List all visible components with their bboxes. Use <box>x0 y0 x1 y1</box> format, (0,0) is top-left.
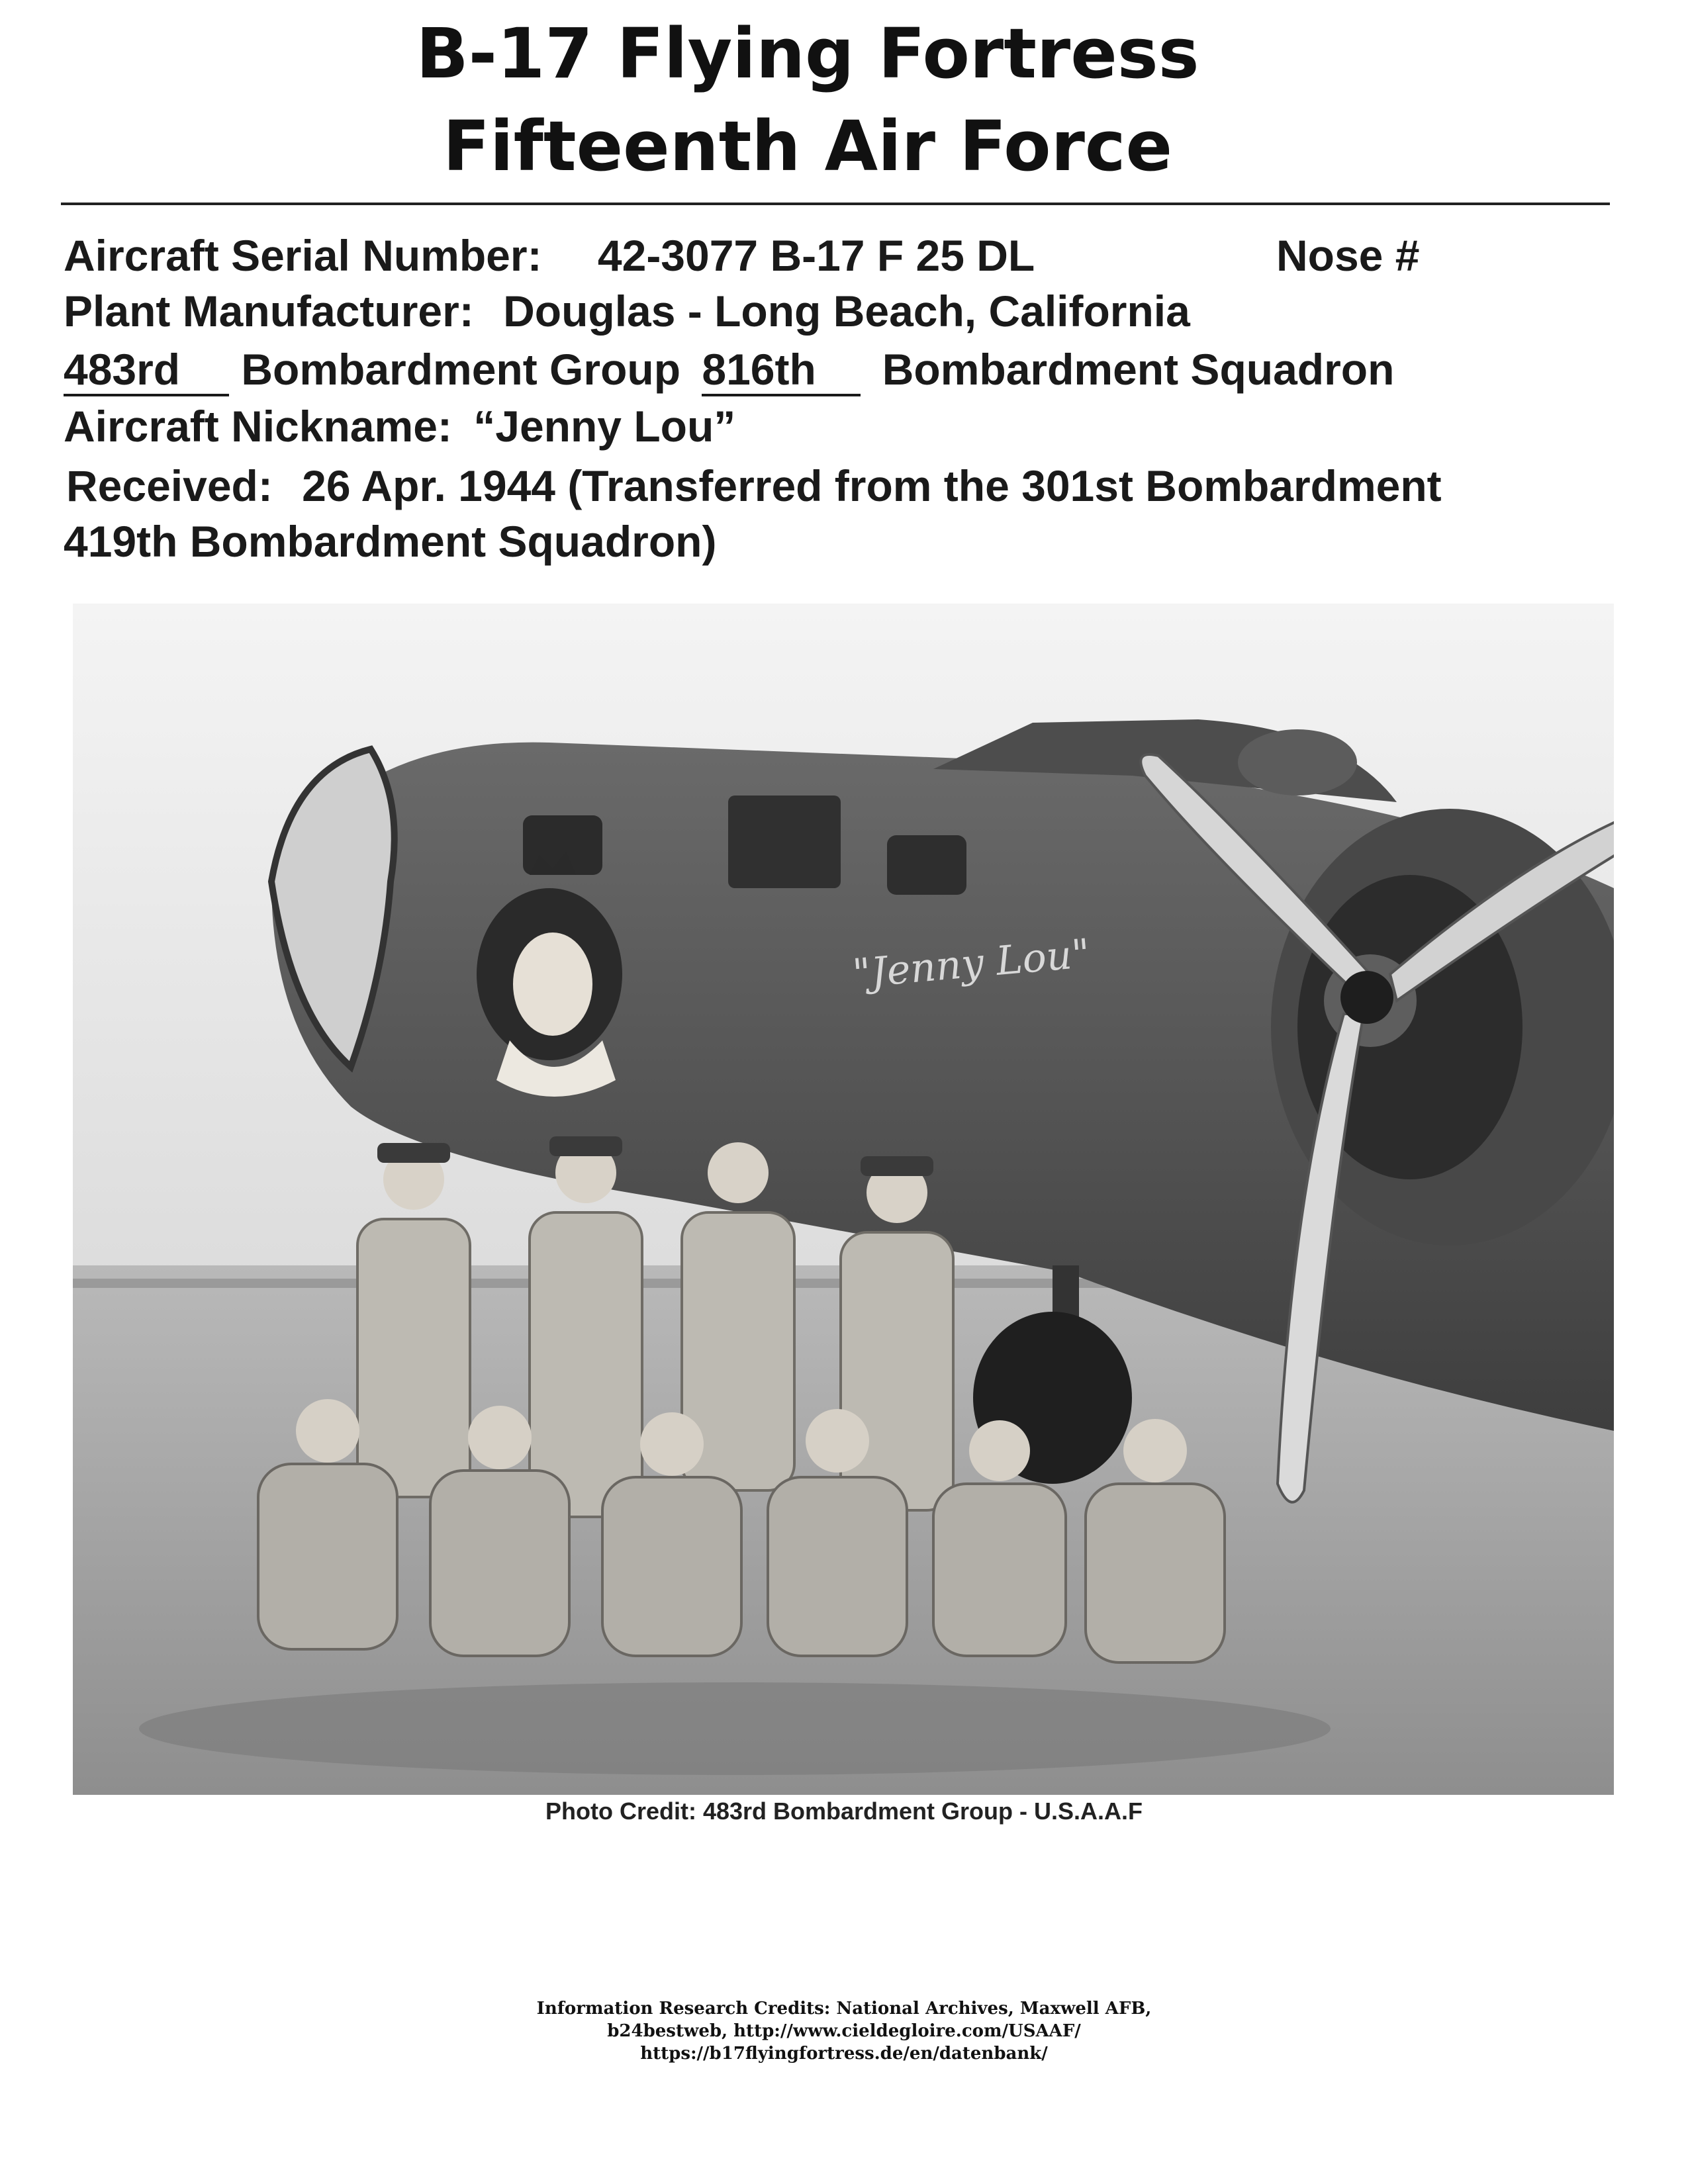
credits-line: b24bestweb, http://www.cieldegloire.com/USAAF/ <box>607 2021 1081 2041</box>
received-continuation: 419th Bombardment Squadron) <box>64 517 717 566</box>
nose-number-label: Nose # <box>1276 231 1420 280</box>
unit-row <box>64 344 1394 396</box>
plant-row <box>64 286 1190 336</box>
plant-label: Plant Manufacturer: <box>64 287 474 336</box>
research-credits <box>0 1997 1688 2065</box>
squadron-label: Bombardment Squadron <box>882 345 1395 394</box>
credits-line: https://b17flyingfortress.de/en/datenbank/ <box>640 2044 1048 2064</box>
received-label: Received: <box>66 461 273 510</box>
serial-value: 42-3077 B-17 F 25 DL <box>597 231 1035 280</box>
serial-label: Aircraft Serial Number: <box>64 231 542 280</box>
received-row <box>66 461 1442 511</box>
squadron-number: 816th <box>702 347 861 396</box>
nickname-row <box>64 401 735 451</box>
serial-row <box>64 230 1035 281</box>
header-divider <box>61 203 1610 205</box>
nickname-label: Aircraft Nickname: <box>64 402 452 451</box>
received-value: 26 Apr. 1944 (Transferred from the 301st Bombardment <box>302 461 1442 510</box>
nose-art-nickname: "Jenny Lou" <box>851 930 1092 997</box>
page-subtitle: Fifteenth Air Force <box>442 106 1173 187</box>
photo-credit: Photo Credit: 483rd Bombardment Group - U.S.A.A.F <box>545 1797 1143 1825</box>
nickname-value: “Jenny Lou” <box>473 402 736 451</box>
group-number: 483rd <box>64 347 229 396</box>
plant-value: Douglas - Long Beach, California <box>503 287 1190 336</box>
page-title: B-17 Flying Fortress <box>416 13 1199 94</box>
group-label: Bombardment Group <box>241 345 681 394</box>
credits-line: Information Research Credits: National Archives, Maxwell AFB, <box>536 1999 1152 2019</box>
aircraft-crew-photo <box>73 604 1614 1795</box>
